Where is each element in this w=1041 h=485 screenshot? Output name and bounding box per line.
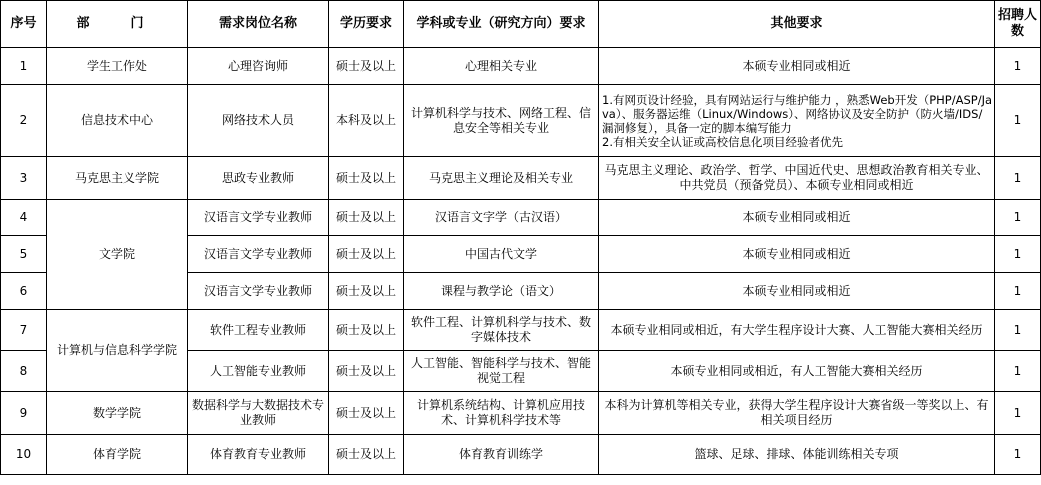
header-count: 招聘人数 bbox=[995, 1, 1041, 48]
header-department: 部 门 bbox=[47, 1, 188, 48]
cell-count: 1 bbox=[995, 85, 1041, 157]
cell-education: 硕士及以上 bbox=[329, 200, 404, 236]
cell-major: 计算机系统结构、计算机应用技术、计算机科学技术等 bbox=[404, 392, 599, 435]
cell-count: 1 bbox=[995, 351, 1041, 392]
cell-seq: 2 bbox=[1, 85, 47, 157]
table-row bbox=[1, 48, 1041, 85]
cell-position: 体育教育专业教师 bbox=[188, 435, 329, 475]
cell-other: 马克思主义理论、政治学、哲学、中国近代史、思想政治教育相关专业、中共党员（预备党员）、本硕专业相同或相近 bbox=[599, 157, 995, 200]
cell-education: 硕士及以上 bbox=[329, 236, 404, 273]
cell-other: 本硕专业相同或相近 bbox=[599, 273, 995, 310]
cell-department: 马克思主义学院 bbox=[47, 157, 188, 200]
cell-count: 1 bbox=[995, 435, 1041, 475]
cell-education: 硕士及以上 bbox=[329, 392, 404, 435]
header-row bbox=[1, 1, 1041, 48]
cell-department: 学生工作处 bbox=[47, 48, 188, 85]
cell-other: 本科为计算机等相关专业，获得大学生程序设计大赛省级一等奖以上、有相关项目经历 bbox=[599, 392, 995, 435]
cell-major: 马克思主义理论及相关专业 bbox=[404, 157, 599, 200]
cell-other: 本硕专业相同或相近，有人工智能大赛相关经历 bbox=[599, 351, 995, 392]
cell-seq: 7 bbox=[1, 310, 47, 351]
table-row bbox=[1, 392, 1041, 435]
cell-major: 软件工程、计算机科学与技术、数字媒体技术 bbox=[404, 310, 599, 351]
cell-major: 人工智能、智能科学与技术、智能视觉工程 bbox=[404, 351, 599, 392]
cell-seq: 6 bbox=[1, 273, 47, 310]
cell-major: 心理相关专业 bbox=[404, 48, 599, 85]
cell-seq: 5 bbox=[1, 236, 47, 273]
cell-other bbox=[599, 85, 995, 157]
cell-position: 人工智能专业教师 bbox=[188, 351, 329, 392]
cell-department: 文学院 bbox=[47, 200, 188, 310]
cell-other: 篮球、足球、排球、体能训练相关专项 bbox=[599, 435, 995, 475]
table-row bbox=[1, 310, 1041, 351]
cell-position: 汉语言文学专业教师 bbox=[188, 273, 329, 310]
cell-count: 1 bbox=[995, 236, 1041, 273]
cell-position: 思政专业教师 bbox=[188, 157, 329, 200]
cell-count: 1 bbox=[995, 310, 1041, 351]
cell-position: 网络技术人员 bbox=[188, 85, 329, 157]
cell-other: 本硕专业相同或相近，有大学生程序设计大赛、人工智能大赛相关经历 bbox=[599, 310, 995, 351]
cell-position: 汉语言文学专业教师 bbox=[188, 236, 329, 273]
table-row bbox=[1, 157, 1041, 200]
cell-department: 信息技术中心 bbox=[47, 85, 188, 157]
cell-position: 汉语言文学专业教师 bbox=[188, 200, 329, 236]
cell-count: 1 bbox=[995, 48, 1041, 85]
cell-major: 计算机科学与技术、网络工程、信息安全等相关专业 bbox=[404, 85, 599, 157]
cell-count: 1 bbox=[995, 200, 1041, 236]
cell-count: 1 bbox=[995, 392, 1041, 435]
cell-seq: 10 bbox=[1, 435, 47, 475]
cell-department: 体育学院 bbox=[47, 435, 188, 475]
cell-education: 硕士及以上 bbox=[329, 273, 404, 310]
cell-education: 本科及以上 bbox=[329, 85, 404, 157]
cell-position: 心理咨询师 bbox=[188, 48, 329, 85]
header-seq: 序号 bbox=[1, 1, 47, 48]
cell-position: 软件工程专业教师 bbox=[188, 310, 329, 351]
cell-seq: 3 bbox=[1, 157, 47, 200]
cell-major: 体育教育训练学 bbox=[404, 435, 599, 475]
cell-position: 数据科学与大数据技术专业教师 bbox=[188, 392, 329, 435]
other-requirement-line: 1.有网页设计经验，具有网站运行与维护能力 ，熟悉Web开发（PHP/ASP/Java）、服务器运维（Linux/Windows）、网络协议及安全防护（防火墙/IDS/漏洞修复），具备一定的脚本编写能力 bbox=[602, 92, 993, 135]
cell-education: 硕士及以上 bbox=[329, 157, 404, 200]
cell-major: 中国古代文学 bbox=[404, 236, 599, 273]
cell-education: 硕士及以上 bbox=[329, 435, 404, 475]
cell-department: 计算机与信息科学学院 bbox=[47, 310, 188, 392]
other-requirement-line: 2.有相关安全认证或高校信息化项目经验者优先 bbox=[602, 134, 843, 149]
cell-count: 1 bbox=[995, 157, 1041, 200]
cell-seq: 1 bbox=[1, 48, 47, 85]
cell-seq: 8 bbox=[1, 351, 47, 392]
cell-major: 汉语言文字学（古汉语） bbox=[404, 200, 599, 236]
table-row bbox=[1, 85, 1041, 157]
cell-other: 本硕专业相同或相近 bbox=[599, 200, 995, 236]
cell-other: 本硕专业相同或相近 bbox=[599, 48, 995, 85]
cell-major: 课程与教学论（语文） bbox=[404, 273, 599, 310]
cell-department: 数学学院 bbox=[47, 392, 188, 435]
header-position: 需求岗位名称 bbox=[188, 1, 329, 48]
cell-education: 硕士及以上 bbox=[329, 310, 404, 351]
cell-education: 硕士及以上 bbox=[329, 48, 404, 85]
cell-seq: 9 bbox=[1, 392, 47, 435]
header-other: 其他要求 bbox=[599, 1, 995, 48]
table-row bbox=[1, 200, 1041, 236]
header-major: 学科或专业（研究方向）要求 bbox=[404, 1, 599, 48]
table-row bbox=[1, 435, 1041, 475]
cell-seq: 4 bbox=[1, 200, 47, 236]
cell-education: 硕士及以上 bbox=[329, 351, 404, 392]
header-education: 学历要求 bbox=[329, 1, 404, 48]
cell-count: 1 bbox=[995, 273, 1041, 310]
cell-other: 本硕专业相同或相近 bbox=[599, 236, 995, 273]
